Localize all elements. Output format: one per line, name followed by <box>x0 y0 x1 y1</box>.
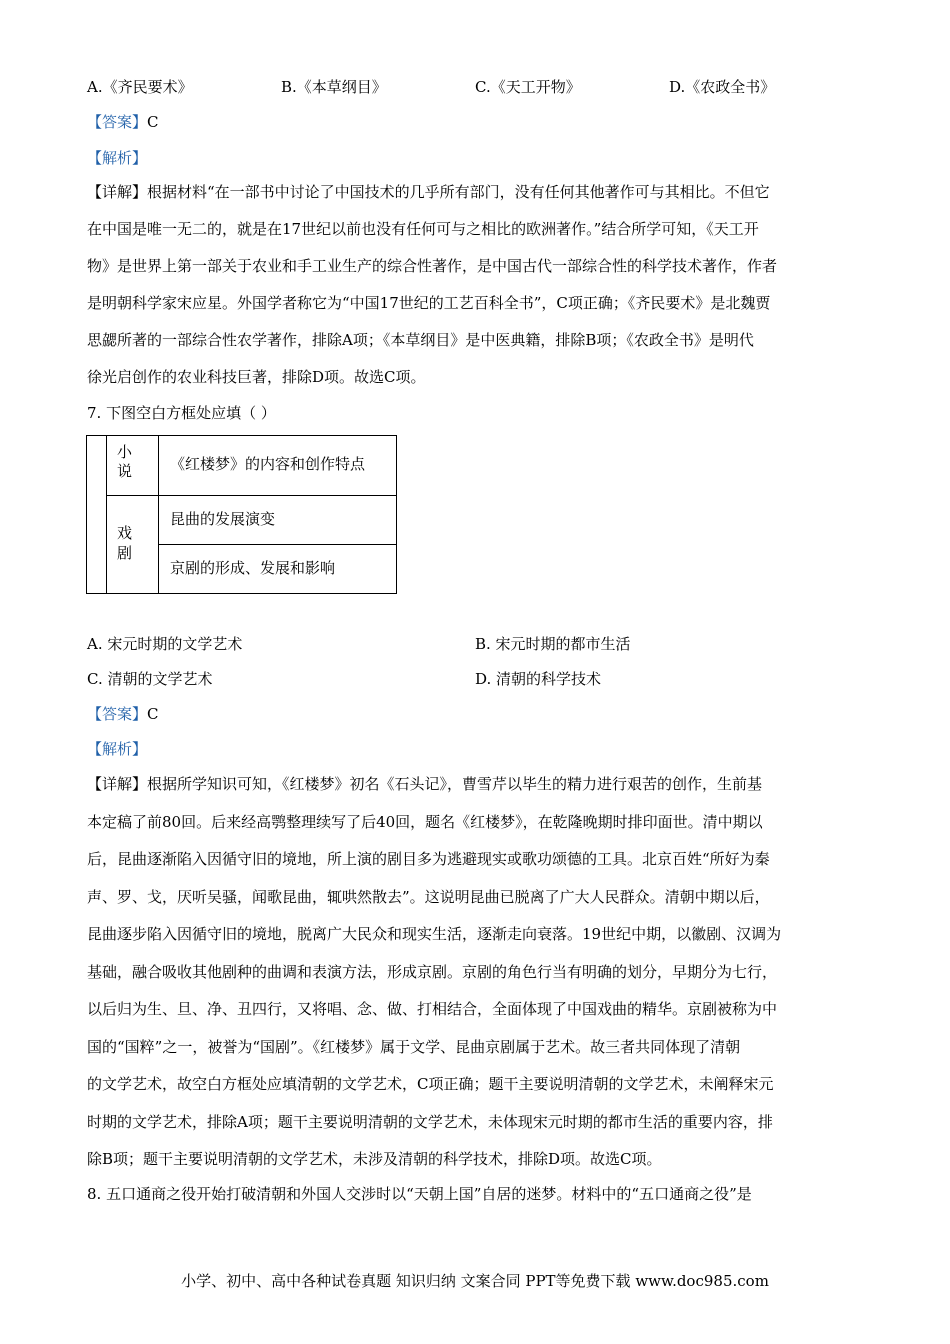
detail-line: 物》是世界上第一部关于农业和手工业生产的综合性著作，是中国古代一部综合性的科学技术著作，作者 <box>87 257 778 275</box>
answer-value: C <box>147 705 159 723</box>
option-b: B.《本草纲目》 <box>281 78 387 96</box>
answer-tag: 【答案】 <box>87 705 148 723</box>
detail-line: 国的“国粹”之一，被誉为“国剧”。《红楼梦》属于文学、昆曲京剧属于艺术。故三者共同体现了清朝 <box>87 1037 741 1056</box>
option-c: C. 清朝的文学艺术 <box>87 670 213 688</box>
question-stem-7: 7. 下图空白方框处应填（ ） <box>87 404 276 422</box>
detail-line: 以后归为生、旦、净、丑四行，又将唱、念、做、打相结合，全面体现了中国戏曲的精华。京剧被称为中 <box>87 1000 778 1018</box>
detail-line: 本定稿了前80回。后来经高鹗整理续写了后40回，题名《红楼梦》，在乾隆晚期时排印面世。清中期以 <box>87 812 763 831</box>
page-footer: 小学、初中、高中各种试卷真题 知识归纳 文案合同 PPT等免费下载 www.doc985.com <box>181 1272 769 1290</box>
table-item-kunqu: 昆曲的发展演变 <box>170 510 276 528</box>
table-divider <box>158 544 396 545</box>
answer-tag: 【答案】 <box>87 113 148 131</box>
knowledge-table <box>86 435 397 594</box>
option-b: B. 宋元时期的都市生活 <box>475 635 631 653</box>
analysis-tag: 【解析】 <box>87 740 148 758</box>
table-item-jingju: 京剧的形成、发展和影响 <box>170 559 336 577</box>
detail-line: 是明朝科学家宋应星。外国学者称它为“中国17世纪的工艺百科全书”，C项正确；《齐民要术》是北魏贾 <box>87 294 771 312</box>
answer-value: C <box>147 113 159 131</box>
detail-line: 的文学艺术，故空白方框处应填清朝的文学艺术，C项正确；题干主要说明清朝的文学艺术，未阐释宋元 <box>87 1075 774 1093</box>
category-novel: 小 说 <box>117 443 133 480</box>
detail-line: 时期的文学艺术，排除A项；题干主要说明清朝的文学艺术，未体现宋元时期的都市生活的重要内容，排 <box>87 1112 773 1131</box>
question-stem-8: 8. 五口通商之役开始打破清朝和外国人交涉时以“天朝上国”自居的迷梦。材料中的“五口通商之役”是 <box>87 1185 752 1203</box>
detail-line: 声、罗、戈，厌听吴骚，闻歌昆曲，辄哄然散去”。这说明昆曲已脱离了广大人民群众。清朝中期以后， <box>87 887 770 906</box>
detail-line: 除B项；题干主要说明清朝的文学艺术，未涉及清朝的科学技术，排除D项。故选C项。 <box>87 1150 662 1168</box>
detail-line: 基础，融合吸收其他剧种的曲调和表演方法，形成京剧。京剧的角色行当有明确的划分，早期分为七行， <box>87 962 778 981</box>
answer-line <box>87 703 159 724</box>
table-item-honglou: 《红楼梦》的内容和创作特点 <box>170 455 366 473</box>
detail-line: 【详解】根据材料“在一部书中讨论了中国技术的几乎所有部门，没有任何其他著作可与其相比。不但它 <box>87 183 770 201</box>
detail-line: 思勰所著的一部综合性农学著作，排除A项；《本草纲目》是中医典籍，排除B项；《农政全书》是明代 <box>87 331 754 349</box>
analysis-tag: 【解析】 <box>87 149 148 167</box>
option-a: A.《齐民要术》 <box>87 78 193 96</box>
option-d: D. 清朝的科学技术 <box>475 670 602 688</box>
table-divider <box>106 495 396 496</box>
detail-paragraph-q6 <box>87 174 863 396</box>
category-drama: 戏 剧 <box>117 524 133 562</box>
detail-line: 徐光启创作的农业科技巨著，排除D项。故选C项。 <box>87 368 426 386</box>
detail-paragraph-q7 <box>87 766 863 1179</box>
table-divider <box>106 436 107 593</box>
answer-line <box>87 111 159 132</box>
detail-line: 【详解】根据所学知识可知，《红楼梦》初名《石头记》，曹雪芹以毕生的精力进行艰苦的创作，生前基 <box>87 775 763 793</box>
option-d: D.《农政全书》 <box>669 78 776 96</box>
detail-line: 后，昆曲逐渐陷入因循守旧的境地，所上演的剧目多为逃避现实或歌功颂德的工具。北京百姓“所好为秦 <box>87 850 770 868</box>
detail-line: 在中国是唯一无二的，就是在17世纪以前也没有任何可与之相比的欧洲著作。”结合所学可知，《天工开 <box>87 220 759 238</box>
option-c: C.《天工开物》 <box>475 78 581 96</box>
detail-line: 昆曲逐步陷入因循守旧的境地，脱离广大民众和现实生活，逐渐走向衰落。19世纪中期，以徽剧、汉调为 <box>87 925 782 943</box>
option-a: A. 宋元时期的文学艺术 <box>87 635 243 653</box>
table-divider <box>158 436 159 593</box>
